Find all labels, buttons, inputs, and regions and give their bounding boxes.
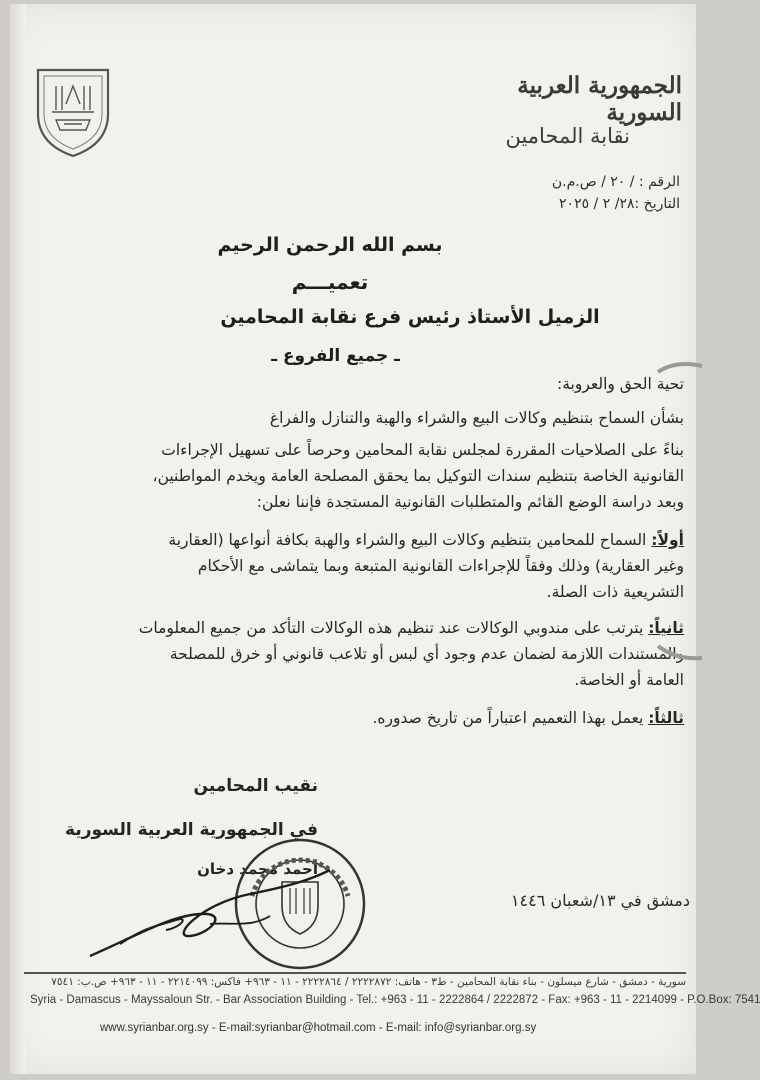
footer-web-contacts: www.syrianbar.org.sy - E-mail:syrianbar@hotmail.com - E-mail: info@syrianbar.org.sy — [100, 1022, 537, 1034]
clause-first-line-3: التشريعية ذات الصلة. — [546, 583, 684, 601]
branches-line: ـ جميع الفروع ـ — [271, 346, 400, 366]
clause-second-text-1: يترتب على مندوبي الوكالات عند تنظيم هذه الوكالات التأكد من جميع المعلومات — [138, 619, 649, 637]
signatory-name: أحمد محمد دخان — [197, 860, 318, 878]
footer-address-arabic: سورية - دمشق - شارع ميسلون - بناء نقابة المحامين - ط٣ - هاتف: ٢٢٢٢٨٧٢ / ٢٢٢٢٨٦٤ - ١١ - ٩٦٣+ فاكس: ٢٢١٤٠٩٩ - ١١ - ٩٦٣+ ص.ب: ٧٥٤١ — [51, 976, 686, 988]
clause-third-line — [30, 706, 684, 730]
clause-second-line-3: العامة أو الخاصة. — [574, 671, 684, 689]
clause-first-text-1: السماح للمحامين بتنظيم وكالات البيع والشراء والهبة بكافة أنواعها (العقارية — [168, 531, 652, 549]
clause-second-line-1 — [30, 616, 684, 640]
clause-first-label: أولاً: — [651, 531, 684, 549]
clause-first-line-2: وغير العقارية) وذلك وفقاً للإجراءات القانونية المتبعة وبما يتماشى مع الأحكام — [197, 557, 684, 575]
intro-line-3: وبعد دراسة الوضع القائم والمتطلبات القانونية المستجدة فإننا نعلن: — [256, 493, 684, 511]
clause-first-line-1 — [30, 528, 684, 552]
clause-second-line-2: والمستندات اللازمة لضمان عدم وجود أي لبس أو تلاعب قانوني أو خرق للمصلحة — [169, 645, 684, 663]
place-and-hijri-date: دمشق في ١٣/شعبان ١٤٤٦ — [510, 891, 690, 910]
intro-line-2: القانونية الخاصة بتنظيم سندات التوكيل بما يحقق المصلحة العامة ويخدم المواطنين، — [152, 467, 684, 485]
page-fold-shadow — [10, 4, 26, 1074]
letter-page — [10, 4, 760, 1074]
clause-third-label: ثالثاً: — [648, 709, 684, 727]
reference-number: الرقم : / ٢٠ / ص.م.ن — [551, 174, 680, 190]
republic-heading: الجمهورية العربية السورية — [517, 72, 682, 126]
footer-divider — [24, 972, 686, 974]
handwritten-signature — [80, 864, 340, 974]
circular-title: تعميـــم — [291, 270, 369, 294]
basmala: بسم الله الرحمن الرحيم — [217, 234, 443, 256]
signatory-country: في الجمهورية العربية السورية — [65, 820, 318, 840]
greeting: تحية الحق والعروبة: — [557, 375, 684, 393]
intro-line-1: بناءً على الصلاحيات المقررة لمجلس نقابة المحامين وحرصاً على تسهيل الإجراءات — [161, 441, 684, 459]
footer-address-english: Syria - Damascus - Mayssaloun Str. - Bar Association Building - Tel.: +963 - 11 - 2222864 / 2222872 - Fax: +963 - 11 - 2214099 - P.O.Box: 7541 — [30, 994, 760, 1006]
binder-ring-icon — [656, 640, 704, 664]
binder-ring-icon — [656, 360, 704, 384]
clause-second-label: ثانياً: — [648, 619, 684, 637]
subject-line: بشأن السماح بتنظيم وكالات البيع والشراء والهبة والتنازل والفراغ — [269, 409, 684, 427]
bar-association-heading: نقابة المحامين — [505, 124, 630, 148]
clause-third-text: يعمل بهذا التعميم اعتباراً من تاريخ صدوره. — [372, 709, 649, 727]
reference-date: التاريخ :٢٨/ ٢ / ٢٠٢٥ — [559, 196, 680, 212]
bar-association-logo — [32, 64, 114, 160]
addressee-line: الزميل الأستاذ رئيس فرع نقابة المحامين — [220, 306, 600, 328]
signatory-title: نقيب المحامين — [193, 776, 318, 796]
